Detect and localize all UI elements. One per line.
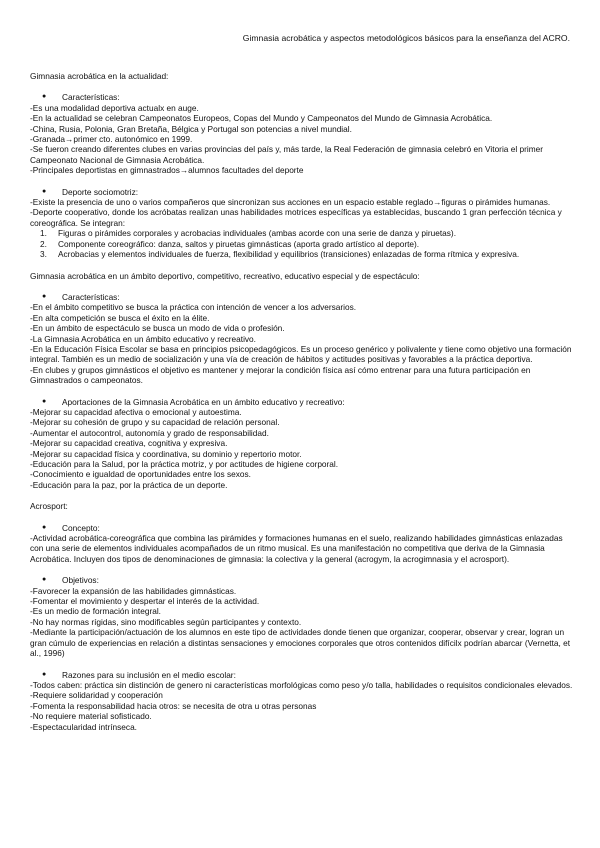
bullet-heading: ● Aportaciones de la Gimnasia Acrobática en un ámbito educativo y recreativo: bbox=[42, 396, 345, 407]
text-line: -Aumentar el autocontrol, autonomía y grado de responsabilidad. bbox=[30, 427, 269, 438]
text-line: -No hay normas rígidas, sino modificables según participantes y contexto. bbox=[30, 616, 302, 627]
text-line: -Granada→primer cto. autonómico en 1999. bbox=[30, 134, 193, 145]
bullet-icon: ● bbox=[42, 523, 47, 531]
text-line: -Espectacularidad intrínseca. bbox=[30, 721, 137, 732]
page-header: Gimnasia acrobática y aspectos metodológicos básicos para la enseñanza del ACRO. bbox=[242, 33, 570, 43]
text-line: -Requiere solidaridad y cooperación bbox=[30, 690, 163, 701]
bullet-icon: ● bbox=[42, 397, 47, 405]
document-body bbox=[30, 71, 575, 732]
numbered-item: 3. Acrobacias y elementos individuales de fuerza, flexibilidad y equilibrios (transiciones) enlazadas de forma rítmica y expresiva. bbox=[40, 249, 520, 260]
bullet-heading: ● Concepto: bbox=[42, 522, 100, 533]
bullet-heading: ● Deporte sociomotriz: bbox=[42, 186, 139, 197]
text-line: -En clubes y grupos gimnásticos el objetivo es mantener y mejorar la condición física así cómo entrenar para una futura participación en Gimnastrados o campeonatos. bbox=[30, 364, 531, 386]
text-line: -Todos caben: práctica sin distinción de genero ni características morfológicas como peso y/o talla, habilidades o requisitos condicionales elevados. bbox=[30, 679, 573, 690]
text-line: -La Gimnasia Acrobática en un ámbito educativo y recreativo. bbox=[30, 333, 256, 344]
bullet-icon: ● bbox=[42, 576, 47, 584]
text-line: -Existe la presencia de uno o varios compañeros que sincronizan sus acciones en un espacio estable reglado→figuras o pirámides humanas. bbox=[30, 197, 551, 208]
text-line: -Educación para la paz, por la práctica de un deporte. bbox=[30, 479, 228, 490]
text-line: -Es un medio de formación integral. bbox=[30, 606, 161, 617]
bullet-heading: ● Razones para su inclusión en el medio escolar: bbox=[42, 669, 236, 680]
text-line: -Deporte cooperativo, donde los acróbatas realizan unas habilidades motrices específicas ya establecidas, buscando 1 gran perfección técnica y coreográfica. Se integran: bbox=[30, 207, 562, 228]
text-line: -Favorecer la expansión de las habilidades gimnásticas. bbox=[30, 585, 237, 596]
text-line: -En un ámbito de espectáculo se busca un modo de vida o profesión. bbox=[30, 323, 285, 334]
text-line: -Mejorar su capacidad afectiva o emocional y autoestima. bbox=[30, 406, 242, 417]
text-line: -Mejorar su capacidad física y coordinativa, su dominio y repertorio motor. bbox=[30, 448, 302, 459]
section-title: Acrosport: bbox=[30, 501, 68, 512]
section-title: Gimnasia acrobática en la actualidad: bbox=[30, 71, 169, 81]
bullet-icon: ● bbox=[42, 670, 47, 678]
bullet-icon: ● bbox=[42, 187, 47, 195]
text-line: -Educación para la Salud, por la práctica motriz, y por actitudes de higiene corporal. bbox=[30, 459, 339, 469]
text-line: -Actividad acrobática-coreográfica que combina las pirámides y formaciones humanas en el suelo, realizando habilidades gimnásticas enlazadas con una serie de elementos individuales acompañados de un ritmo musical. Es una manifestación no competitiva que deriva de la Gimnasia Acrobática. Incluyen dos tipos de denominaciones de gimnasia: la colectiva y la general (acrogym, la acrogimnasia y el acrosport). bbox=[30, 533, 563, 564]
text-line: -Se fueron creando diferentes clubes en varias provincias del país y, más tarde, la Real Federación de gimnasia celebró en Vitoria el primer Campeonato Nacional de Gimnasia Acrobática. bbox=[30, 144, 543, 165]
bullet-heading: ● Características: bbox=[42, 291, 120, 302]
bullet-icon: ● bbox=[42, 93, 47, 101]
text-line: -Conocimiento e igualdad de oportunidades entre los sexos. bbox=[30, 469, 251, 480]
text-line: -Mejorar su capacidad creativa, cognitiva y expresiva. bbox=[30, 438, 228, 449]
bullet-icon: ● bbox=[42, 292, 47, 300]
text-line: -Mejorar su cohesión de grupo y su capacidad de relación personal. bbox=[30, 417, 280, 428]
numbered-item: 1. Figuras o pirámides corporales y acrobacias individuales (ambas acorde con una serie de danza y piruetas). bbox=[40, 228, 456, 239]
bullet-heading: ● Objetivos: bbox=[42, 575, 99, 586]
text-line: -En alta competición se busca el éxito en la élite. bbox=[30, 312, 210, 323]
text-line: -Mediante la participación/actuación de los alumnos en este tipo de actividades donde tienen que organizar, cooperar, observar y crear, logran un gran cúmulo de experiencias en relación a distintas sensaciones y emociones corporales que otros contenidos difícilx podrían abarcar (Vernetta, et al., 1996) bbox=[30, 627, 571, 659]
text-line: -Principales deportistas en gimnastrados→alumnos facultades del deporte bbox=[30, 165, 304, 176]
numbered-item: 2. Componente coreográfico: danza, saltos y piruetas gimnásticas (aporta grado artístico al deporte). bbox=[40, 238, 420, 249]
section-title: Gimnasia acrobática en un ámbito deportivo, competitivo, recreativo, educativo especial y de espectáculo: bbox=[30, 270, 420, 281]
text-line: -Es una modalidad deportiva actualx en auge. bbox=[30, 102, 199, 113]
text-line: -Fomentar el movimiento y despertar el interés de la actividad. bbox=[30, 596, 260, 607]
text-line: -En la actualidad se celebran Campeonatos Europeos, Copas del Mundo y Campeonatos del Mundo de Gimnasia Acrobática. bbox=[30, 113, 493, 124]
text-line: -En el ámbito competitivo se busca la práctica con intención de vencer a los adversarios. bbox=[30, 302, 357, 313]
bullet-heading: ● Características: bbox=[42, 92, 120, 103]
text-line: -Fomenta la responsabilidad hacia otros: se necesita de otra u otras personas bbox=[30, 700, 317, 711]
text-line: -No requiere material sofisticado. bbox=[30, 711, 152, 722]
text-line: -En la Educación Física Escolar se basa en principios psicopedagógicos. Es un proceso genérico y polivalente y tiene como objetivo una formación integral. También es un medio de socialización y una vía de creación de hábitos y actitudes positivas y favorables a la práctica deportiva. bbox=[30, 343, 572, 365]
text-line: -China, Rusia, Polonia, Gran Bretaña, Bélgica y Portugal son potencias a nivel mundial. bbox=[30, 123, 352, 134]
